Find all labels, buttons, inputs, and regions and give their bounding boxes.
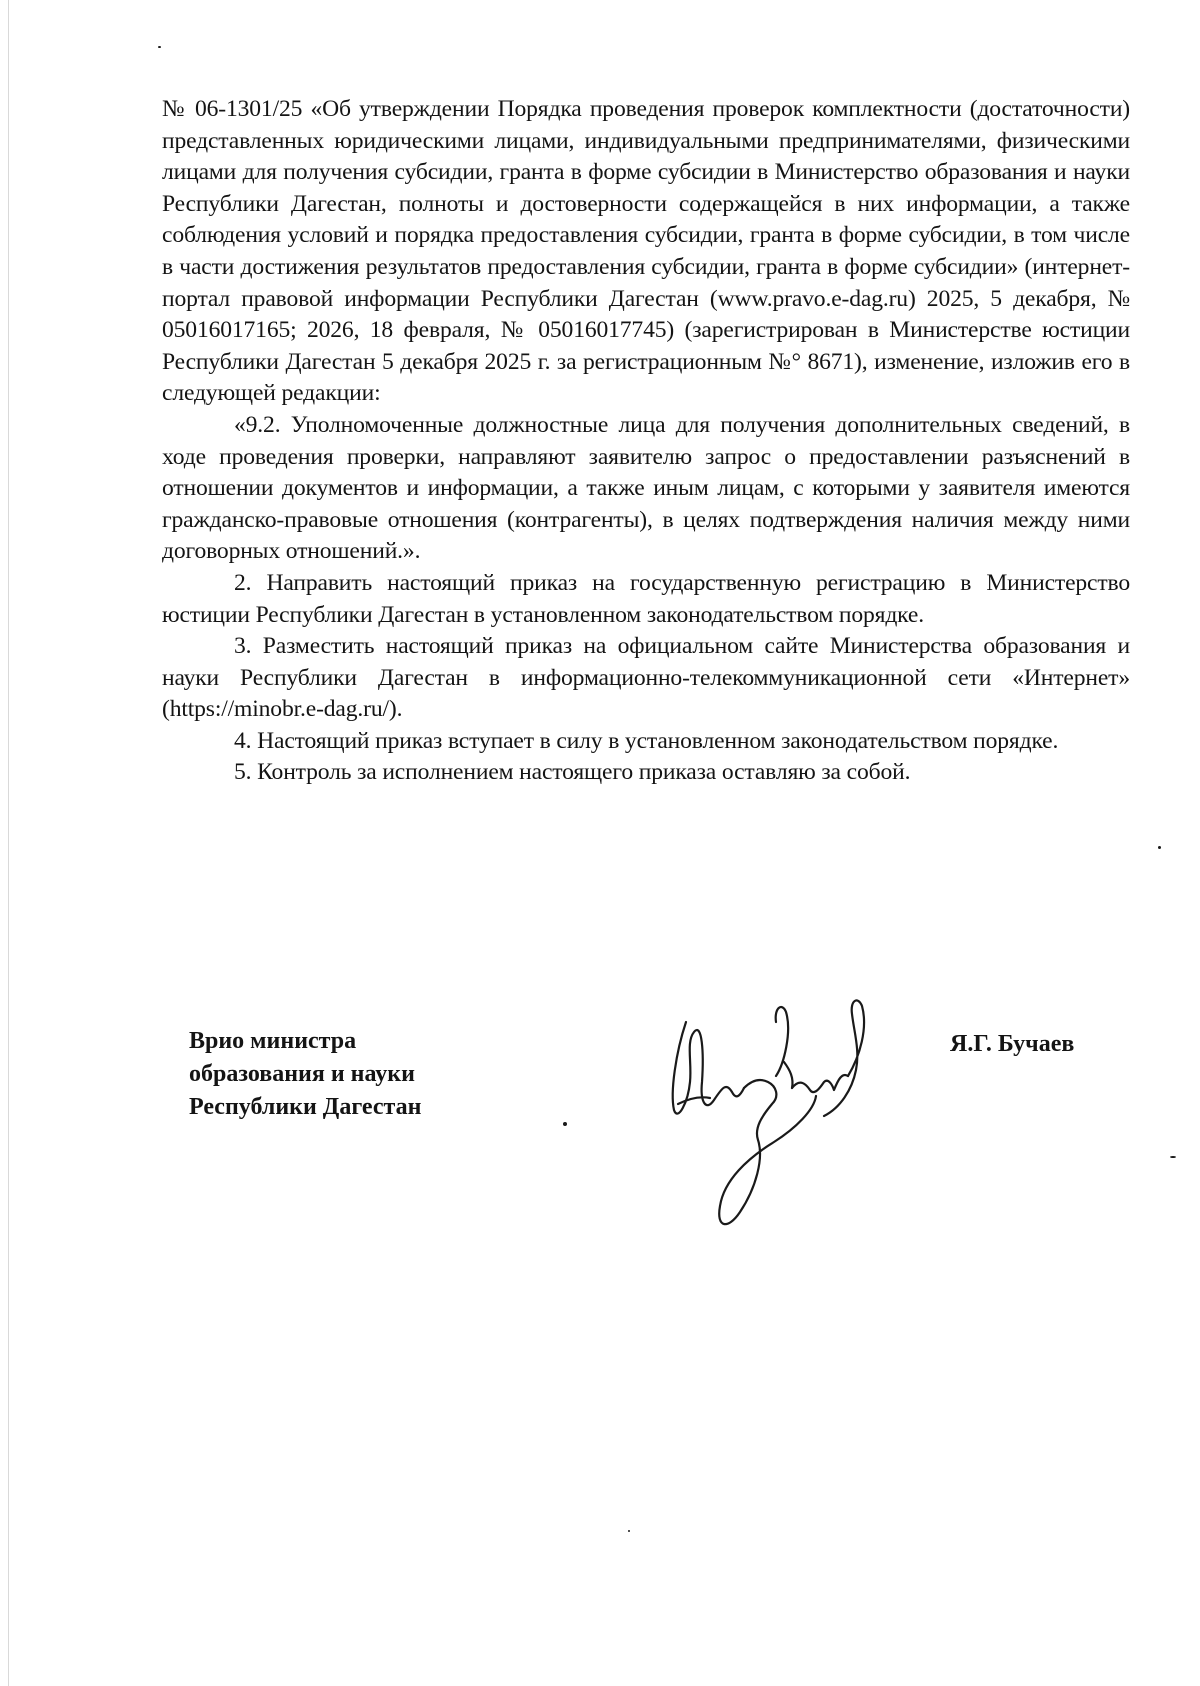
signatory-position: [189, 1025, 421, 1124]
paragraph-item-3: 3. Разместить настоящий приказ на официальном сайте Министерства образования и науки Республики Дагестан в информационно-телекоммуникационной сети «Интернет» (https://minobr.e-dag.ru/).: [162, 633, 1130, 723]
scan-speck: [563, 1122, 567, 1126]
signatory-position-line: Республики Дагестан: [189, 1094, 422, 1120]
scan-speck: [1158, 846, 1161, 849]
scan-speck: [628, 1530, 630, 1532]
paragraph-item-5: 5. Контроль за исполнением настоящего приказа оставляю за собой.: [234, 759, 911, 786]
paragraph-item-4: 4. Настоящий приказ вступает в силу в установленном законодательством порядке.: [234, 727, 1059, 754]
signatory-position-line: образования и науки: [189, 1061, 415, 1087]
signatory-position-line: Врио министра: [189, 1028, 357, 1054]
signatory-name: Я.Г. Бучаев: [950, 1031, 1075, 1057]
scan-speck: [158, 46, 161, 48]
handwritten-signature: [664, 992, 884, 1242]
paragraph-item-2: 2. Направить настоящий приказ на государственную регистрацию в Министерство юстиции Республики Дагестан в установленном законодательством порядке.: [162, 569, 1130, 628]
scan-edge-line: [8, 0, 9, 1686]
scan-speck: [1170, 1156, 1176, 1158]
paragraph-clause-9-2: «9.2. Уполномоченные должностные лица для получения дополнительных сведений, в ходе проведения проверки, направляют заявителю запрос о предоставлении разъяснений в отношении документов и информации, а также иным лицам, с которыми у заявителя имеются гражданско-правовые отношения (контрагенты), в целях подтверждения наличия между ними договорных отношений.».: [162, 411, 1130, 565]
paragraph-amendment-intro: № 06-1301/25 «Об утверждении Порядка проведения проверок комплектности (достаточности) представленных юридическими лицами, индивидуальными предпринимателями, физическими лицами для получения субсидии, гранта в форме субсидии в Министерство образования и науки Республики Дагестан, полноты и достоверности содержащейся в них информации, а также соблюдения условий и порядка предоставления субсидии, гранта в форме субсидии, в том числе в части достижения результатов предоставления субсидии, гранта в форме субсидии» (интернет-портал правовой информации Республики Дагестан (www.pravo.e-dag.ru) 2025, 5 декабря, № 05016017165; 2026, 18 февраля, № 05016017745) (зарегистрирован в Министерстве юстиции Республики Дагестан 5 декабря 2025 г. за регистрационным №° 8671), изменение, изложив его в следующей редакции:: [162, 96, 1130, 407]
document-body: [162, 94, 1130, 789]
